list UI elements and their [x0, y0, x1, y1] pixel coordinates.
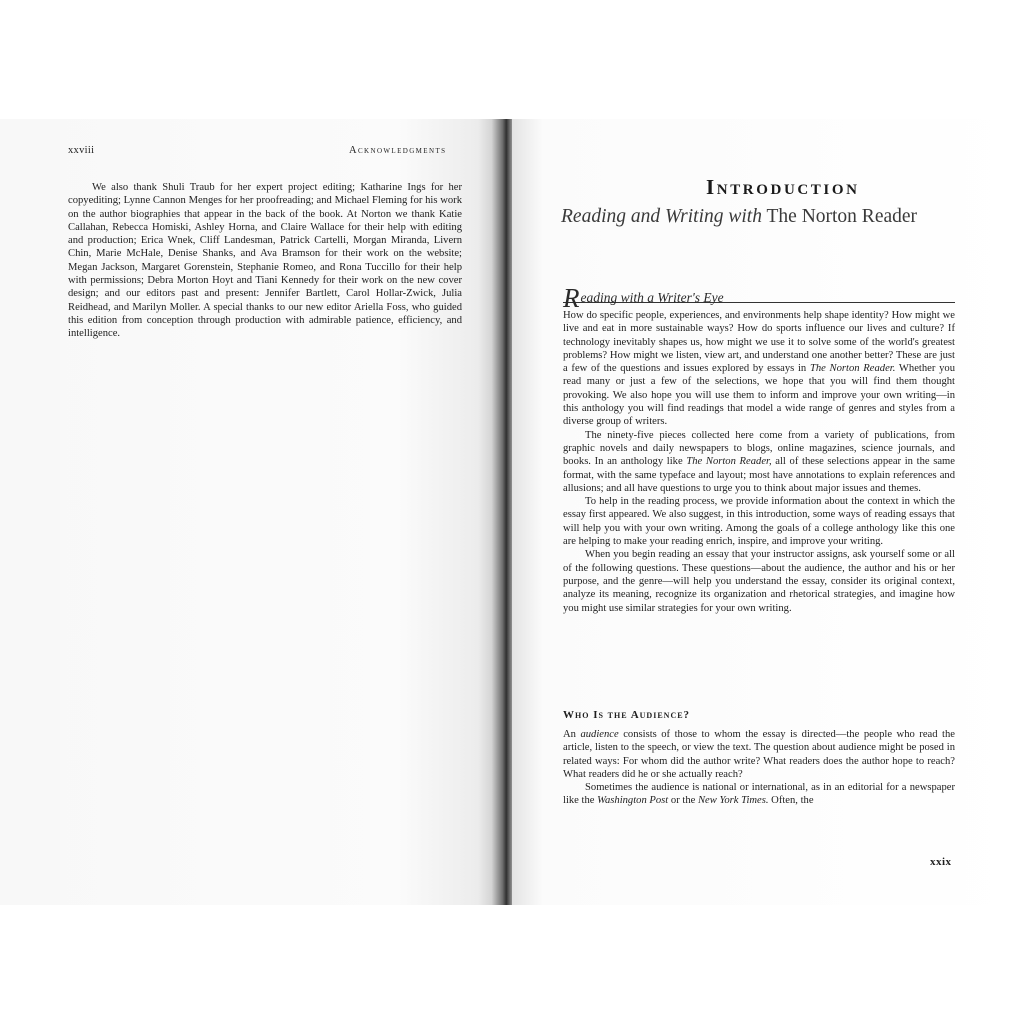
paragraph: An audience consists of those to whom the essay is directed—the people who read the article, listen to the speech, or view the text. The question about audience might be posed in related ways: For whom did the author write? What readers does the author hope to reach? What readers did he or she actually reach?: [563, 729, 955, 780]
paragraph: When you begin reading an essay that your instructor assigns, ask yourself some or all of the following questions. These questions—about the audience, the author and his or her purpose, and the genre—will help you understand the essay, consider its original context, analyze its meaning, recognize its organization and rhetorical strategies, and imagine how you might use similar strategies for your own writing.: [563, 549, 955, 614]
subsection-heading: Who Is the Audience?: [563, 709, 691, 721]
section-heading: Reading with a Writer's Eye: [563, 278, 955, 303]
left-page: [0, 119, 498, 905]
intro-body: [563, 309, 955, 615]
running-head: Acknowledgments: [349, 145, 447, 156]
acknowledgments-paragraph: We also thank Shuli Traub for her expert project editing; Katharine Ings for her copyediting; Lynne Cannon Menges for her proofreading; and Michael Fleming for his work on the author biographies that appear in the back of the book. At Norton we thank Katie Callahan, Rebecca Homiski, Ashley Horna, and Claire Wallace for their help with editing and production; Erica Wnek, Cliff Landesman, Patrick Cartelli, Morgan Miranda, Livern Chin, Marie McHale, Denise Shanks, and Ava Bramson for their work on the website; Megan Jackson, Margaret Gorenstein, Stephanie Romeo, and Rona Tuccillo for their help with permissions; Debra Morton Hoyt and Tiani Kennedy for their work on the new cover design; and our editors past and present: Jennifer Bartlett, Carol Hollar-Zwick, Julia Reidhead, and Marilyn Moller. A special thanks to our new editor Ariella Foss, who guided this edition from conception through production with admirable patience, efficiency, and intelligence.: [68, 182, 462, 340]
drop-initial: R: [563, 283, 580, 313]
page-number-left: xxviii: [68, 145, 95, 156]
page-number-right: xxix: [930, 856, 952, 868]
paragraph: To help in the reading process, we provide information about the context in which the essay first appeared. We also suggest, in this introduction, some ways of reading essays that will help you with your own writing. Among the goals of a college anthology like this one are helping to make your reading enrich, inspire, and improve your writing.: [563, 496, 955, 548]
paragraph: How do specific people, experiences, and environments help shape identity? How might we live and eat in more sustainable ways? How do sports influence our lives and culture? If technology inevitably shapes us, how might we use it to solve some of the world's greatest problems? How might we listen, view art, and understand one another better? These are just a few of the questions and issues explored by essays in The Norton Reader. Whether you read many or just a few of the selections, we hope that you will find them thought provoking. We also hope you will use them to inform and improve your own writing—in this anthology you will find readings that model a wide range of genres and styles from a diverse group of writers.: [563, 310, 955, 428]
chapter-subtitle: Reading and Writing with The Norton Reader: [561, 206, 918, 227]
paragraph: The ninety-five pieces collected here come from a variety of publications, from graphic novels and daily newspapers to blogs, online magazines, science journals, and books. In an anthology like The Norton Reader, all of these selections appear in the same format, with the same typeface and layout; most have annotations to explain references and allusions; and all have questions to urge you to think about major issues and themes.: [563, 429, 956, 494]
paragraph: Sometimes the audience is national or international, as in an editorial for a newspaper like the Washington Post or the New York Times. Often, the: [563, 782, 955, 807]
chapter-title: Introduction: [706, 175, 860, 199]
audience-body: [563, 728, 955, 808]
